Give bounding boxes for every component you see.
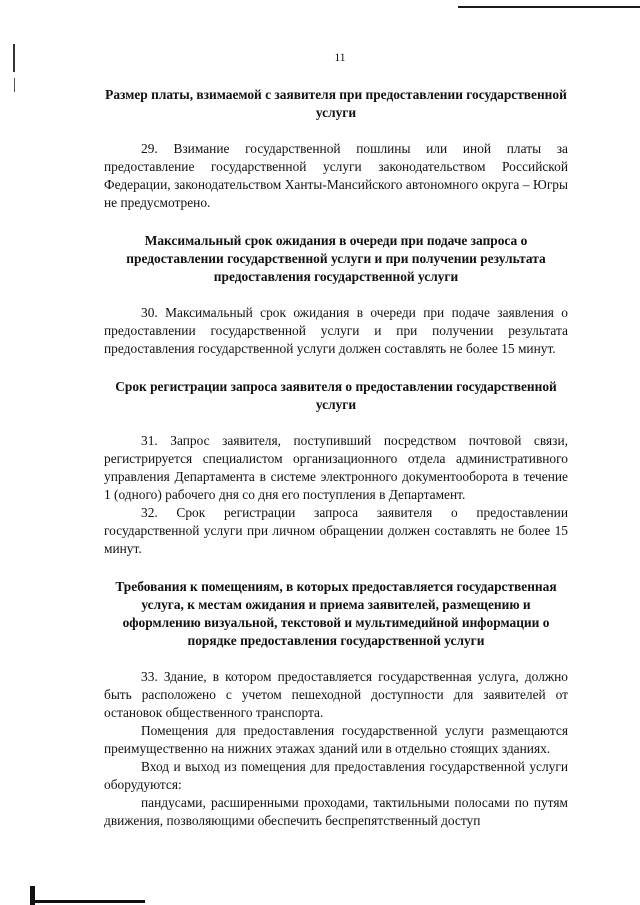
paragraph: 32. Срок регистрации запроса заявителя о предоставлении государственной услуги при личном обращении должен составлять не более 15 минут. [104, 505, 568, 556]
document-body [104, 86, 568, 830]
section-fee [104, 86, 568, 212]
paragraph: 33. Здание, в котором предоставляется государственная услуга, должно быть расположено с учетом пешеходной доступности для заявителей от остановок общественного транспорта. [104, 669, 568, 720]
scan-edge-line-top [458, 6, 640, 8]
page-number: 11 [334, 52, 346, 64]
section-heading: Размер платы, взимаемой с заявителя при предоставлении государственной услуги [105, 87, 567, 120]
section-heading: Максимальный срок ожидания в очереди при подаче запроса о предоставлении государственной услуги и при получении результата предоставления государственной услуги [126, 233, 546, 284]
paragraph: 31. Запрос заявителя, поступивший посредством почтовой связи, регистрируется специалистом организационного отдела административного управления Департамента в системе электронного документооборота в течение 1 (одного) рабочего дня со дня его поступления в Департамент. [104, 433, 568, 502]
paragraph: 29. Взимание государственной пошлины или иной платы за предоставление государственной услуги законодательством Российской Федерации, законодательством Ханты-Мансийского автономного округа – Югры не предусмотрено. [104, 141, 568, 210]
section-registration-time [104, 378, 568, 558]
section-heading: Срок регистрации запроса заявителя о предоставлении государственной услуги [115, 379, 557, 412]
paragraph: Вход и выход из помещения для предоставления государственной услуги оборудуются: [104, 759, 568, 792]
paragraph: 30. Максимальный срок ожидания в очереди при подаче заявления о предоставлении государственной услуги и при получении результата предоставления государственной услуги должен составлять не более 15 минут. [104, 305, 568, 356]
paragraph: Помещения для предоставления государственной услуги размещаются преимущественно на нижних этажах зданий или в отдельно стоящих зданиях. [104, 723, 568, 756]
scan-edge-mark-left-small [14, 78, 15, 92]
paragraph: пандусами, расширенными проходами, тактильными полосами по путям движения, позволяющими обеспечить беспрепятственный доступ [104, 795, 568, 828]
section-heading: Требования к помещениям, в которых предоставляется государственная услуга, к местам ожидания и приема заявителей, размещению и оформлению визуальной, текстовой и мультимедийной информации о порядке предоставления государственной услуги [115, 579, 557, 648]
section-queue-time [104, 232, 568, 358]
section-premises-requirements [104, 578, 568, 830]
scan-edge-line-bottom [30, 900, 145, 903]
